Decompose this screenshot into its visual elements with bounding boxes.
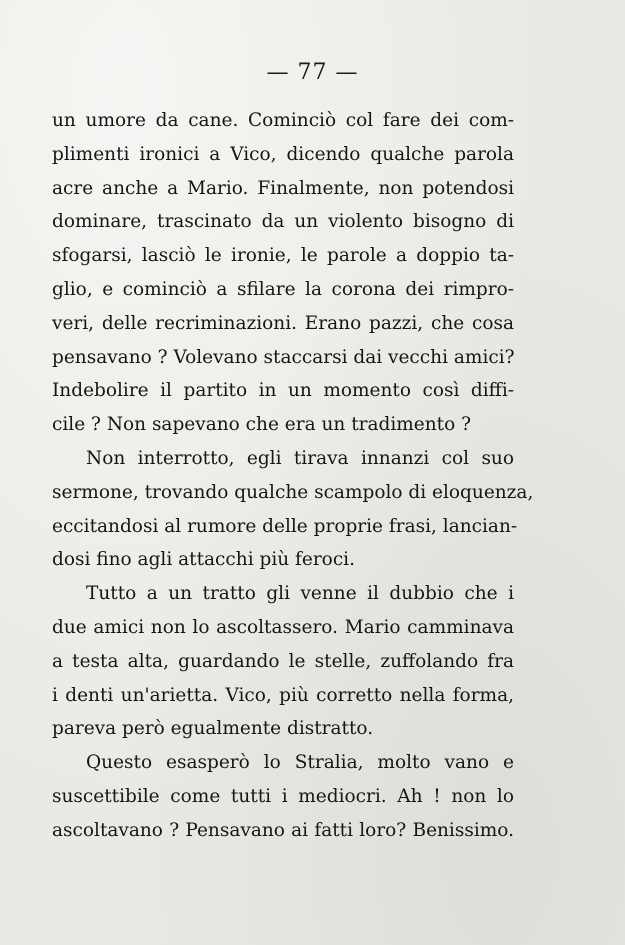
page-number: — 77 — [266, 60, 359, 85]
text-line: cile ? Non sapevano che era un tradimento ? [52, 414, 472, 436]
text-line: pareva però egualmente distratto. [52, 718, 374, 740]
text-line: eccitandosi al rumore delle proprie frasi, lancian- [52, 515, 518, 537]
text-line: veri, delle recriminazioni. Erano pazzi, che cosa [52, 312, 514, 334]
text-line: Tutto a un tratto gli venne il dubbio che i [86, 583, 514, 605]
body-text [52, 104, 534, 848]
text-line: dominare, trascinato da un violento bisogno di [52, 211, 514, 233]
text-line: pensavano ? Volevano staccarsi dai vecchi amici? [52, 346, 515, 368]
text-line: ascoltavano ? Pensavano ai fatti loro? Benissimo. [52, 819, 514, 841]
text-line: plimenti ironici a Vico, dicendo qualche parola [52, 143, 514, 165]
text-line: sermone, trovando qualche scampolo di eloquenza, [52, 481, 534, 503]
text-line: un umore da cane. Cominciò col fare dei com- [52, 110, 514, 131]
text-line: sfogarsi, lasciò le ironie, le parole a doppio ta- [52, 245, 514, 267]
text-line: due amici non lo ascoltassero. Mario camminava [52, 616, 514, 638]
text-line: Indebolire il partito in un momento così diffi- [52, 380, 514, 402]
text-line: a testa alta, guardando le stelle, zuffolando fra [52, 650, 514, 672]
text-line: dosi fino agli attacchi più feroci. [52, 549, 355, 571]
text-line: glio, e cominciò a sfilare la corona dei rimpro- [52, 278, 514, 300]
text-line: i denti un'arietta. Vico, più corretto nella forma, [52, 684, 514, 706]
text-line: suscettibile come tutti i mediocri. Ah ! non lo [52, 785, 514, 807]
text-line: Questo esasperò lo Stralia, molto vano e [86, 752, 514, 774]
text-line: Non interrotto, egli tirava innanzi col suo [86, 447, 514, 469]
text-line: acre anche a Mario. Finalmente, non potendosi [52, 177, 514, 199]
